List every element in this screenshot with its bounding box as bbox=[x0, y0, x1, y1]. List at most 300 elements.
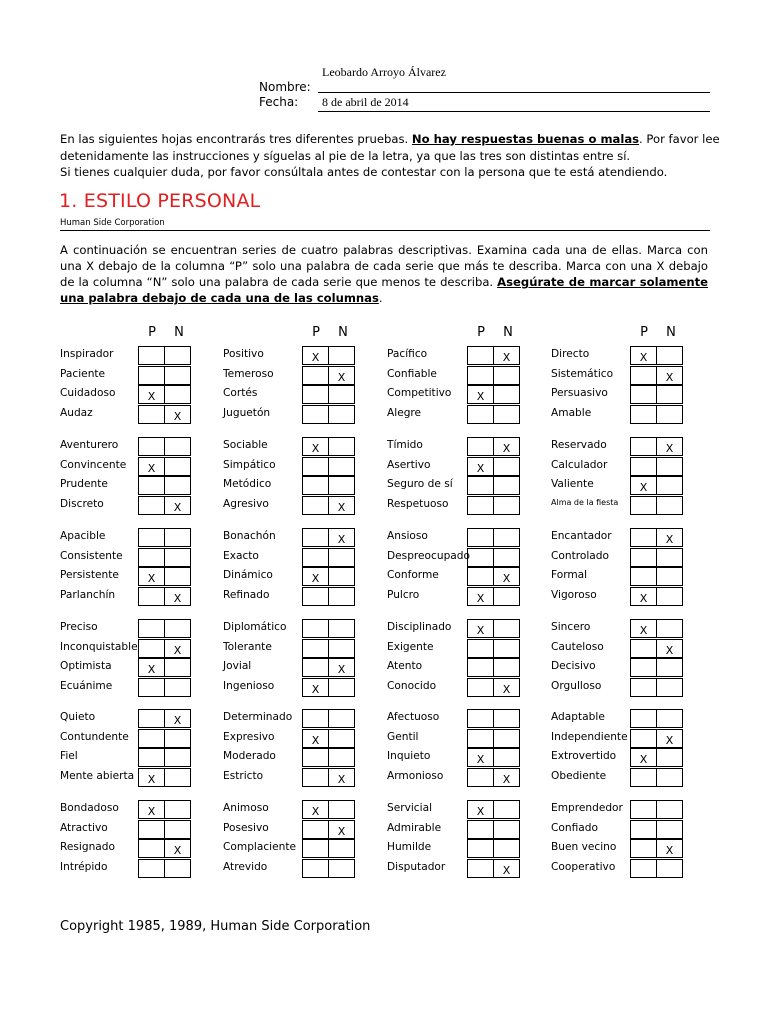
column-header-p: P bbox=[148, 325, 156, 340]
checkbox-p[interactable] bbox=[630, 859, 657, 878]
checkbox-n[interactable] bbox=[656, 457, 683, 476]
checkbox-p[interactable]: X bbox=[302, 800, 329, 819]
column-header-n: N bbox=[338, 325, 348, 340]
intro-line1a: En las siguientes hojas encontrarás tres diferentes pruebas. bbox=[60, 132, 412, 146]
checkbox-p[interactable] bbox=[138, 678, 165, 697]
checkbox-n[interactable] bbox=[164, 619, 191, 638]
checkbox-n[interactable] bbox=[656, 496, 683, 515]
word-label: Resignado bbox=[60, 841, 116, 853]
checkbox-n[interactable] bbox=[164, 820, 191, 839]
section-subtitle: Human Side Corporation bbox=[60, 218, 165, 228]
checkbox-n[interactable] bbox=[328, 859, 355, 878]
checkbox-n[interactable]: X bbox=[328, 528, 355, 547]
checkbox-n[interactable] bbox=[328, 587, 355, 606]
checkbox-p[interactable] bbox=[138, 587, 165, 606]
checkbox-n[interactable] bbox=[656, 658, 683, 677]
checkbox-p[interactable]: X bbox=[630, 587, 657, 606]
word-label: Agresivo bbox=[223, 497, 269, 510]
word-label: Vigoroso bbox=[551, 588, 597, 601]
checkbox-n[interactable] bbox=[493, 709, 520, 728]
word-label: Independiente bbox=[551, 730, 628, 743]
checkbox-p[interactable] bbox=[302, 457, 329, 476]
checkbox-p[interactable]: X bbox=[138, 658, 165, 677]
word-label: Reservado bbox=[551, 439, 607, 451]
column-header-n: N bbox=[666, 325, 676, 340]
name-value: Leobardo Arroyo Álvarez bbox=[322, 65, 446, 79]
checkbox-n[interactable]: X bbox=[493, 678, 520, 697]
checkbox-n[interactable] bbox=[328, 346, 355, 365]
checkbox-p[interactable] bbox=[138, 729, 165, 748]
checkbox-p[interactable] bbox=[302, 639, 329, 658]
checkbox-p[interactable] bbox=[138, 820, 165, 839]
checkbox-n[interactable] bbox=[328, 748, 355, 767]
checkbox-p[interactable] bbox=[138, 476, 165, 495]
checkbox-p[interactable] bbox=[302, 405, 329, 424]
checkbox-p[interactable] bbox=[630, 528, 657, 547]
checkbox-n[interactable] bbox=[656, 567, 683, 586]
checkbox-n[interactable]: X bbox=[164, 639, 191, 658]
word-label: Despreocupado bbox=[387, 549, 471, 562]
checkbox-n[interactable] bbox=[164, 859, 191, 878]
checkbox-n[interactable] bbox=[328, 729, 355, 748]
checkbox-p[interactable]: X bbox=[630, 748, 657, 767]
checkbox-n[interactable] bbox=[493, 366, 520, 385]
intro-line1c: . Por favor lee detenidamente las instrucciones y síguelas al pie de la letra, ya que las tres son distintas entre sí. bbox=[60, 132, 720, 163]
word-label: Admirable bbox=[387, 821, 442, 834]
checkbox-p[interactable] bbox=[138, 366, 165, 385]
word-label: Respetuoso bbox=[387, 497, 449, 510]
word-label: Refinado bbox=[223, 588, 270, 601]
checkbox-n[interactable] bbox=[493, 619, 520, 638]
checkbox-n[interactable] bbox=[328, 476, 355, 495]
checkbox-p[interactable] bbox=[630, 800, 657, 819]
word-label: Parlanchín bbox=[60, 588, 116, 601]
instructions-end: . bbox=[378, 291, 383, 305]
word-label: Orgulloso bbox=[551, 679, 602, 692]
checkbox-p[interactable] bbox=[467, 548, 494, 567]
word-label: Servicial bbox=[387, 802, 433, 814]
word-label: Ansioso bbox=[387, 530, 428, 542]
word-label: Ecuánime bbox=[60, 679, 113, 692]
word-label: Calculador bbox=[551, 458, 608, 471]
word-label: Atrevido bbox=[223, 860, 268, 873]
checkbox-p[interactable] bbox=[630, 457, 657, 476]
checkbox-p[interactable] bbox=[467, 768, 494, 787]
checkbox-p[interactable]: X bbox=[630, 346, 657, 365]
footer-copyright: Copyright 1985, 1989, Human Side Corporation bbox=[60, 919, 371, 934]
checkbox-p[interactable] bbox=[302, 496, 329, 515]
checkbox-n[interactable]: X bbox=[164, 709, 191, 728]
checkbox-n[interactable]: X bbox=[164, 496, 191, 515]
word-label: Sistemático bbox=[551, 367, 614, 380]
intro-emphasis: No hay respuestas buenas o malas bbox=[411, 132, 640, 146]
date-label: Fecha: bbox=[259, 95, 299, 109]
word-label: Estricto bbox=[223, 769, 264, 782]
checkbox-n[interactable] bbox=[493, 457, 520, 476]
word-label: Decisivo bbox=[551, 660, 596, 672]
checkbox-n[interactable]: X bbox=[493, 859, 520, 878]
checkbox-n[interactable] bbox=[164, 457, 191, 476]
checkbox-p[interactable]: X bbox=[467, 385, 494, 404]
checkbox-p[interactable] bbox=[467, 839, 494, 858]
checkbox-p[interactable] bbox=[467, 567, 494, 586]
checkbox-n[interactable] bbox=[164, 437, 191, 456]
checkbox-n[interactable] bbox=[493, 587, 520, 606]
word-label: Encantador bbox=[551, 530, 612, 542]
checkbox-n[interactable] bbox=[493, 748, 520, 767]
word-label: Audaz bbox=[60, 406, 93, 419]
checkbox-n[interactable] bbox=[656, 476, 683, 495]
checkbox-n[interactable] bbox=[164, 768, 191, 787]
checkbox-n[interactable]: X bbox=[164, 405, 191, 424]
word-label: Sincero bbox=[551, 621, 591, 633]
checkbox-n[interactable] bbox=[164, 729, 191, 748]
checkbox-p[interactable]: X bbox=[630, 619, 657, 638]
word-label: Conforme bbox=[387, 569, 439, 581]
checkbox-p[interactable] bbox=[630, 437, 657, 456]
checkbox-n[interactable] bbox=[328, 709, 355, 728]
word-label: Armonioso bbox=[387, 769, 444, 782]
word-label: Directo bbox=[551, 348, 590, 360]
checkbox-n[interactable] bbox=[164, 346, 191, 365]
checkbox-n[interactable] bbox=[328, 437, 355, 456]
word-label: Juguetón bbox=[223, 406, 271, 419]
word-label: Simpático bbox=[223, 458, 276, 471]
checkbox-p[interactable] bbox=[630, 839, 657, 858]
checkbox-n[interactable] bbox=[656, 800, 683, 819]
word-label: Apacible bbox=[60, 530, 106, 542]
checkbox-p[interactable] bbox=[138, 346, 165, 365]
checkbox-n[interactable] bbox=[656, 405, 683, 424]
checkbox-p[interactable] bbox=[138, 839, 165, 858]
word-label: Consistente bbox=[60, 549, 123, 562]
checkbox-p[interactable] bbox=[630, 366, 657, 385]
checkbox-n[interactable] bbox=[164, 476, 191, 495]
word-label: Sociable bbox=[223, 439, 268, 451]
checkbox-n[interactable] bbox=[493, 476, 520, 495]
word-label: Pacífico bbox=[387, 348, 428, 360]
checkbox-n[interactable] bbox=[164, 528, 191, 547]
checkbox-p[interactable] bbox=[138, 709, 165, 728]
checkbox-n[interactable] bbox=[656, 709, 683, 728]
checkbox-p[interactable] bbox=[630, 768, 657, 787]
word-label: Fiel bbox=[60, 750, 78, 762]
checkbox-n[interactable]: X bbox=[656, 528, 683, 547]
checkbox-p[interactable] bbox=[302, 476, 329, 495]
instructions-text: A continuación se encuentran series de cuatro palabras descriptivas. Examina cada una de ellas. Marca con una X debajo de la columna “P” solo una palabra de cada serie que más te describa. Marca con una X debajo de la columna “N” solo una palabra de cada serie que menos te describa. bbox=[60, 243, 708, 289]
word-label: Paciente bbox=[60, 367, 106, 380]
intro-text bbox=[60, 131, 720, 181]
checkbox-n[interactable] bbox=[328, 800, 355, 819]
checkbox-n[interactable] bbox=[164, 800, 191, 819]
section-divider bbox=[60, 230, 710, 231]
checkbox-n[interactable] bbox=[493, 820, 520, 839]
word-label: Bonachón bbox=[223, 530, 276, 542]
word-label: Temeroso bbox=[223, 367, 274, 380]
checkbox-p[interactable] bbox=[302, 366, 329, 385]
word-label: Mente abierta bbox=[60, 769, 135, 782]
checkbox-p[interactable] bbox=[630, 548, 657, 567]
word-label: Pulcro bbox=[387, 588, 420, 601]
checkbox-n[interactable] bbox=[656, 385, 683, 404]
checkbox-n[interactable]: X bbox=[493, 768, 520, 787]
checkbox-p[interactable] bbox=[467, 658, 494, 677]
date-underline bbox=[318, 111, 710, 112]
word-label: Humilde bbox=[387, 841, 432, 853]
checkbox-p[interactable]: X bbox=[467, 587, 494, 606]
checkbox-n[interactable] bbox=[328, 619, 355, 638]
checkbox-p[interactable] bbox=[467, 346, 494, 365]
checkbox-p[interactable] bbox=[138, 619, 165, 638]
checkbox-p[interactable]: X bbox=[138, 457, 165, 476]
checkbox-n[interactable] bbox=[656, 678, 683, 697]
checkbox-n[interactable]: X bbox=[493, 346, 520, 365]
word-label: Metódico bbox=[223, 478, 272, 490]
checkbox-n[interactable] bbox=[493, 405, 520, 424]
checkbox-p[interactable] bbox=[138, 405, 165, 424]
word-label: Cuidadoso bbox=[60, 387, 116, 399]
checkbox-n[interactable] bbox=[328, 839, 355, 858]
intro-paragraph bbox=[60, 131, 720, 164]
checkbox-n[interactable] bbox=[656, 768, 683, 787]
word-label: Amable bbox=[551, 406, 592, 419]
checkbox-p[interactable]: X bbox=[302, 729, 329, 748]
checkbox-p[interactable]: X bbox=[302, 437, 329, 456]
word-label: Atractivo bbox=[60, 821, 108, 834]
checkbox-p[interactable]: X bbox=[138, 385, 165, 404]
checkbox-n[interactable]: X bbox=[656, 437, 683, 456]
word-label: Preciso bbox=[60, 621, 98, 633]
checkbox-p[interactable] bbox=[630, 567, 657, 586]
checkbox-n[interactable] bbox=[328, 385, 355, 404]
checkbox-n[interactable] bbox=[164, 748, 191, 767]
checkbox-n[interactable] bbox=[164, 678, 191, 697]
word-label: Confiado bbox=[551, 821, 598, 834]
checkbox-n[interactable] bbox=[328, 567, 355, 586]
checkbox-n[interactable]: X bbox=[328, 768, 355, 787]
column-header-p: P bbox=[312, 325, 320, 340]
checkbox-n[interactable]: X bbox=[656, 639, 683, 658]
checkbox-p[interactable] bbox=[138, 639, 165, 658]
checkbox-n[interactable]: X bbox=[164, 839, 191, 858]
checkbox-p[interactable] bbox=[467, 820, 494, 839]
checkbox-p[interactable] bbox=[467, 476, 494, 495]
checkbox-p[interactable] bbox=[302, 658, 329, 677]
checkbox-p[interactable] bbox=[138, 437, 165, 456]
checkbox-p[interactable] bbox=[630, 639, 657, 658]
checkbox-n[interactable] bbox=[656, 619, 683, 638]
checkbox-p[interactable] bbox=[630, 678, 657, 697]
checkbox-p[interactable] bbox=[467, 405, 494, 424]
word-label: Inconquistable bbox=[60, 640, 138, 653]
column-header-n: N bbox=[503, 325, 513, 340]
word-label: Obediente bbox=[551, 769, 607, 782]
word-label: Valiente bbox=[551, 478, 594, 490]
checkbox-p[interactable] bbox=[302, 619, 329, 638]
word-label: Adaptable bbox=[551, 711, 605, 723]
checkbox-p[interactable] bbox=[302, 548, 329, 567]
checkbox-n[interactable] bbox=[493, 496, 520, 515]
word-label: Discreto bbox=[60, 497, 104, 510]
word-label: Persuasivo bbox=[551, 387, 608, 399]
checkbox-p[interactable] bbox=[302, 748, 329, 767]
checkbox-n[interactable]: X bbox=[328, 366, 355, 385]
checkbox-p[interactable] bbox=[467, 366, 494, 385]
name-underline bbox=[318, 92, 710, 93]
checkbox-p[interactable] bbox=[138, 496, 165, 515]
column-header-p: P bbox=[640, 325, 648, 340]
checkbox-n[interactable] bbox=[493, 385, 520, 404]
checkbox-p[interactable] bbox=[467, 678, 494, 697]
word-label: Emprendedor bbox=[551, 802, 623, 814]
word-label: Cauteloso bbox=[551, 640, 604, 653]
checkbox-p[interactable] bbox=[630, 820, 657, 839]
checkbox-n[interactable] bbox=[493, 658, 520, 677]
checkbox-p[interactable]: X bbox=[302, 346, 329, 365]
word-label: Buen vecino bbox=[551, 841, 617, 853]
word-label: Disciplinado bbox=[387, 621, 452, 633]
checkbox-p[interactable] bbox=[630, 709, 657, 728]
word-label: Seguro de sí bbox=[387, 478, 453, 490]
checkbox-p[interactable]: X bbox=[467, 800, 494, 819]
column-header-p: P bbox=[477, 325, 485, 340]
checkbox-p[interactable]: X bbox=[302, 678, 329, 697]
word-label: Animoso bbox=[223, 802, 269, 814]
word-label: Exigente bbox=[387, 640, 434, 653]
checkbox-n[interactable] bbox=[656, 587, 683, 606]
checkbox-p[interactable]: X bbox=[467, 457, 494, 476]
instructions bbox=[60, 242, 708, 306]
checkbox-p[interactable]: X bbox=[138, 567, 165, 586]
word-label: Tímido bbox=[387, 439, 423, 451]
checkbox-n[interactable] bbox=[164, 548, 191, 567]
checkbox-n[interactable]: X bbox=[328, 496, 355, 515]
checkbox-n[interactable] bbox=[493, 729, 520, 748]
checkbox-p[interactable] bbox=[467, 496, 494, 515]
checkbox-n[interactable] bbox=[656, 748, 683, 767]
checkbox-n[interactable] bbox=[656, 346, 683, 365]
checkbox-n[interactable] bbox=[164, 658, 191, 677]
checkbox-n[interactable] bbox=[493, 800, 520, 819]
name-label: Nombre: bbox=[259, 80, 311, 94]
checkbox-n[interactable] bbox=[164, 366, 191, 385]
checkbox-p[interactable] bbox=[302, 839, 329, 858]
checkbox-n[interactable] bbox=[328, 639, 355, 658]
checkbox-p[interactable] bbox=[302, 709, 329, 728]
checkbox-n[interactable] bbox=[328, 457, 355, 476]
checkbox-p[interactable] bbox=[467, 437, 494, 456]
checkbox-p[interactable] bbox=[302, 528, 329, 547]
checkbox-p[interactable] bbox=[302, 820, 329, 839]
checkbox-p[interactable]: X bbox=[138, 800, 165, 819]
checkbox-p[interactable] bbox=[467, 729, 494, 748]
checkbox-n[interactable]: X bbox=[328, 658, 355, 677]
checkbox-p[interactable]: X bbox=[302, 567, 329, 586]
checkbox-p[interactable] bbox=[138, 748, 165, 767]
checkbox-n[interactable]: X bbox=[493, 567, 520, 586]
word-label: Aventurero bbox=[60, 439, 119, 451]
checkbox-n[interactable] bbox=[164, 385, 191, 404]
word-label: Positivo bbox=[223, 348, 264, 360]
checkbox-n[interactable] bbox=[493, 839, 520, 858]
checkbox-p[interactable] bbox=[138, 859, 165, 878]
word-label: Conocido bbox=[387, 679, 437, 692]
word-label: Atento bbox=[387, 660, 423, 672]
word-label: Cortés bbox=[223, 387, 258, 399]
checkbox-p[interactable]: X bbox=[467, 619, 494, 638]
checkbox-n[interactable] bbox=[328, 548, 355, 567]
checkbox-p[interactable] bbox=[302, 859, 329, 878]
word-label: Contundente bbox=[60, 730, 129, 743]
checkbox-p[interactable] bbox=[302, 587, 329, 606]
word-label: Moderado bbox=[223, 750, 276, 762]
checkbox-p[interactable] bbox=[630, 496, 657, 515]
checkbox-p[interactable] bbox=[630, 729, 657, 748]
checkbox-n[interactable]: X bbox=[656, 729, 683, 748]
word-label: Jovial bbox=[223, 660, 252, 672]
checkbox-n[interactable]: X bbox=[493, 437, 520, 456]
checkbox-p[interactable] bbox=[467, 528, 494, 547]
checkbox-p[interactable] bbox=[302, 768, 329, 787]
instructions-emphasis: Asegúrate de marcar solamente una palabra debajo de cada una de las columnas bbox=[60, 275, 708, 305]
checkbox-n[interactable] bbox=[328, 405, 355, 424]
checkbox-p[interactable] bbox=[467, 639, 494, 658]
word-label: Optimista bbox=[60, 660, 112, 672]
checkbox-p[interactable] bbox=[630, 405, 657, 424]
checkbox-p[interactable] bbox=[138, 528, 165, 547]
checkbox-p[interactable] bbox=[467, 709, 494, 728]
checkbox-n[interactable] bbox=[493, 548, 520, 567]
checkbox-p[interactable] bbox=[302, 385, 329, 404]
checkbox-n[interactable] bbox=[164, 567, 191, 586]
checkbox-p[interactable]: X bbox=[630, 476, 657, 495]
checkbox-p[interactable]: X bbox=[467, 748, 494, 767]
checkbox-n[interactable]: X bbox=[164, 587, 191, 606]
word-label: Formal bbox=[551, 569, 588, 581]
word-label: Prudente bbox=[60, 478, 108, 490]
word-label: Posesivo bbox=[223, 821, 269, 834]
checkbox-p[interactable] bbox=[138, 548, 165, 567]
word-label: Disputador bbox=[387, 860, 446, 873]
checkbox-n[interactable] bbox=[656, 548, 683, 567]
intro-line2: Si tienes cualquier duda, por favor consúltala antes de contestar con la persona que te está atendiendo. bbox=[60, 165, 668, 179]
word-label: Inspirador bbox=[60, 348, 114, 360]
word-label: Determinado bbox=[223, 711, 293, 723]
checkbox-p[interactable] bbox=[630, 385, 657, 404]
checkbox-n[interactable]: X bbox=[328, 820, 355, 839]
column-header-n: N bbox=[174, 325, 184, 340]
word-label: Controlado bbox=[551, 549, 609, 562]
word-label: Intrépido bbox=[60, 860, 108, 873]
word-label: Complaciente bbox=[223, 841, 297, 853]
checkbox-n[interactable] bbox=[328, 678, 355, 697]
word-label: Competitivo bbox=[387, 387, 452, 399]
word-label: Convincente bbox=[60, 458, 127, 471]
word-label: Afectuoso bbox=[387, 711, 440, 723]
word-label: Exacto bbox=[223, 549, 259, 562]
word-label: Bondadoso bbox=[60, 802, 119, 814]
checkbox-n[interactable] bbox=[493, 528, 520, 547]
checkbox-n[interactable] bbox=[656, 859, 683, 878]
checkbox-p[interactable]: X bbox=[138, 768, 165, 787]
checkbox-n[interactable] bbox=[656, 820, 683, 839]
word-label: Dinámico bbox=[223, 569, 273, 581]
checkbox-n[interactable] bbox=[493, 639, 520, 658]
checkbox-p[interactable] bbox=[630, 658, 657, 677]
checkbox-n[interactable]: X bbox=[656, 366, 683, 385]
checkbox-p[interactable] bbox=[467, 859, 494, 878]
checkbox-n[interactable]: X bbox=[656, 839, 683, 858]
